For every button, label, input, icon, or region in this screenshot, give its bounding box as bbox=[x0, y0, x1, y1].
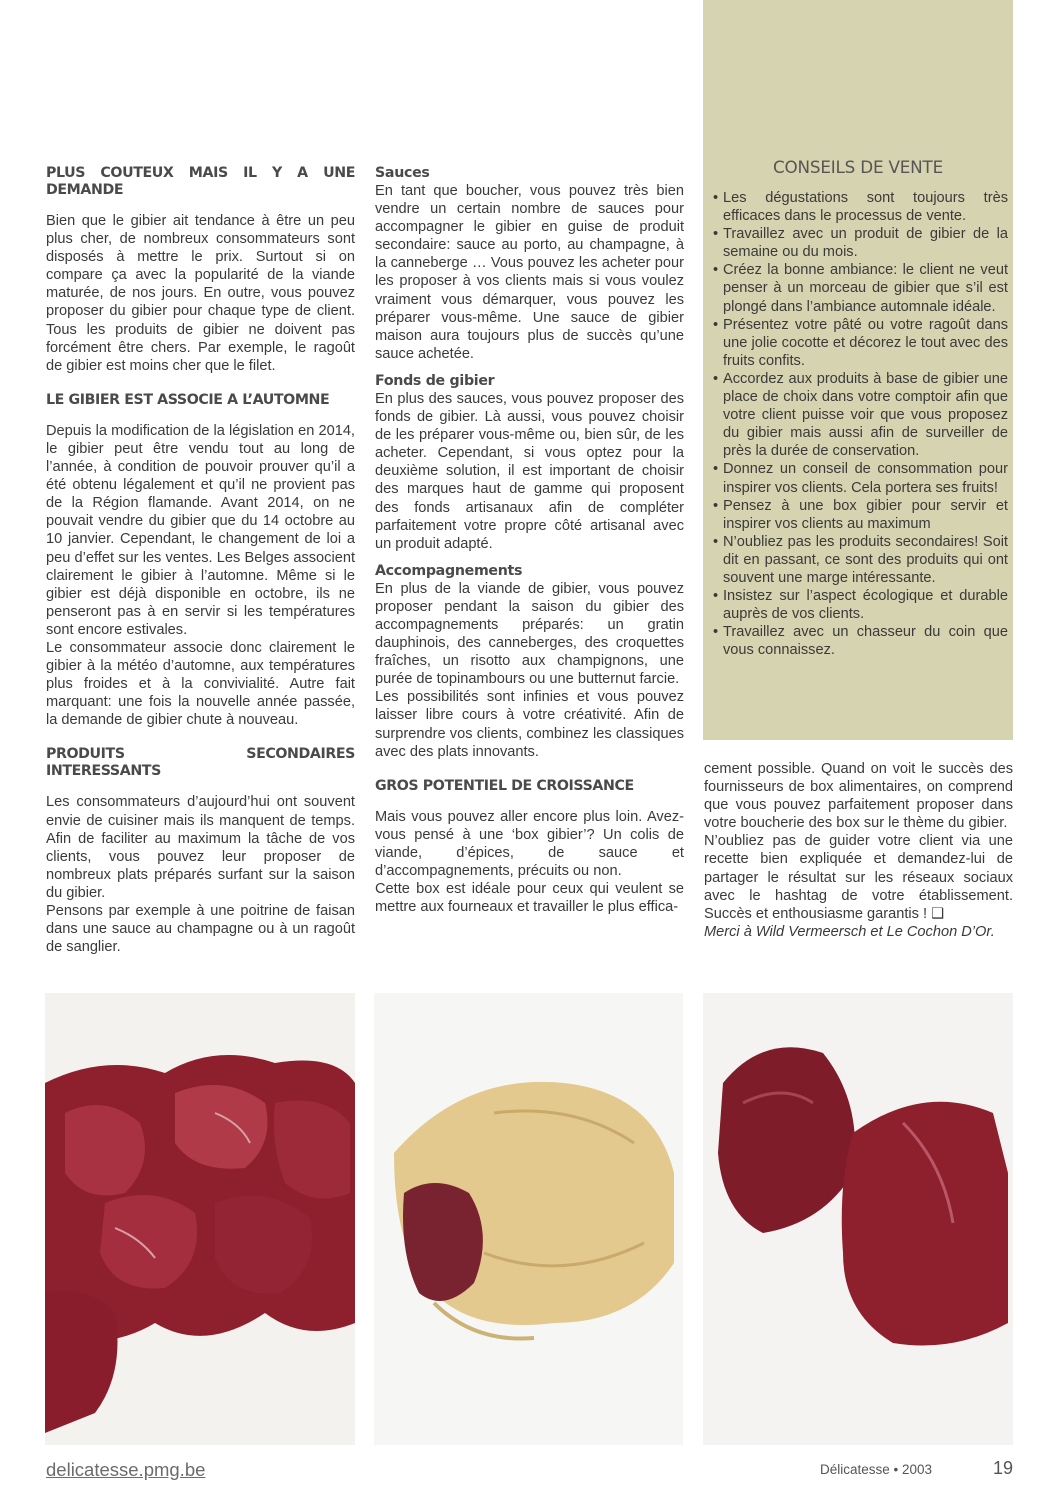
article-column-2 bbox=[375, 165, 684, 916]
paragraph: Les possibilités sont infinies et vous pouvez laisser libre cours à votre créativité. Afin de surprendre vos clients, combinez les classiques avec des plats innovants. bbox=[375, 689, 684, 760]
heading-automne: LE GIBIER EST ASSOCIE A L’AUTOMNE bbox=[46, 391, 330, 408]
paragraph: Mais vous pouvez aller encore plus loin. Avez-vous pensé à une ‘box gibier’? Un colis de viande, d’épices, de sauce et d’accompagnements, précuits ou non. bbox=[375, 808, 684, 879]
paragraph: cement possible. Quand on voit le succès des fournisseurs de box alimentaires, on comprend que vous pouvez parfaitement proposer dans votre boucherie des box sur le thème du gibier. bbox=[704, 761, 1013, 832]
footer-website-link[interactable]: delicatesse.pmg.be bbox=[46, 1459, 206, 1480]
paragraph: Pensons par exemple à une poitrine de faisan dans une sauce au champagne ou à un ragoût de sanglier. bbox=[46, 903, 355, 956]
tips-list bbox=[709, 189, 1008, 659]
paragraph: Le consommateur associe donc clairement le gibier à la météo d’automne, aux températures plus froides et à la convivialité. Autre fait marquant: une fois la nouvelle année passée, la demande de gibier chute à nouveau. bbox=[46, 639, 355, 729]
tip-item: • Donnez un conseil de consommation pour inspirer vos clients. Cela portera ses fruits! bbox=[709, 460, 1008, 496]
heading-plus-couteux: PLUS COUTEUX MAIS IL Y A UNE DEMANDE bbox=[46, 165, 355, 198]
paragraph: En plus des sauces, vous pouvez proposer des fonds de gibier. Là aussi, vous pouvez choisir de les préparer vous-même ou, bien sûr, de les acheter. Cependant, si vous optez pour la deuxième solution, il est important de choisir des marques haut de gamme qui proposent des fonds artisanaux afin de compléter parfaitement votre propre côté artisanal avec un produit adapté. bbox=[375, 390, 684, 552]
subheading-accompagnements: Accompagnements bbox=[375, 562, 523, 579]
paragraph: En plus de la viande de gibier, vous pouvez proposer pendant la saison du gibier des accompagnements préparés: un gratin dauphinois, des canneberges, des croquettes fraîches, un risotto aux champignons, une purée de topinambours ou une butternut farcie. bbox=[375, 580, 684, 688]
sidebar-title: CONSEILS DE VENTE bbox=[773, 157, 943, 177]
heading-croissance: GROS POTENTIEL DE CROISSANCE bbox=[375, 777, 634, 794]
conseils-sidebar bbox=[703, 0, 1013, 740]
paragraph: Cette box est idéale pour ceux qui veulent se mettre aux fourneaux et travailler le plus effica- bbox=[375, 881, 684, 916]
tip-item: • Travaillez avec un produit de gibier de la semaine ou du mois. bbox=[709, 225, 1008, 261]
tip-item: • Pensez à une box gibier pour servir et inspirer vos clients au maximum bbox=[709, 497, 1008, 533]
article-column-1 bbox=[46, 165, 355, 956]
subheading-sauces: Sauces bbox=[375, 165, 430, 181]
page-number: 19 bbox=[993, 1458, 1014, 1478]
footer-publication: Délicatesse • 2003 bbox=[820, 1462, 933, 1477]
paragraph: Les consommateurs d’aujourd’hui ont souvent envie de cuisiner mais ils manquent de temps. Afin de faciliter au maximum la tâche de vos clients, vous pouvez leur proposer de nombreux plats préparés surfant sur la saison du gibier. bbox=[46, 794, 355, 901]
photo-game-stew-cubes bbox=[45, 993, 355, 1445]
photo-game-fillets bbox=[703, 993, 1013, 1445]
tip-item: • Créez la bonne ambiance: le client ne veut penser à un morceau de gibier que s’il est plongé dans l’ambiance automnale idéale. bbox=[709, 261, 1008, 315]
paragraph: En tant que boucher, vous pouvez très bien vendre un certain nombre de sauces pour accompagner le gibier en guise de produit secondaire: sauce au porto, au champagne, à la canneberge … Vous pouvez les acheter pour les proposer à vos clients mais si vous voulez vraiment vous démarquer, vous pouvez les préparer vous-même. Une sauce de gibier maison aura toujours plus de succès qu’une sauce achetée. bbox=[375, 183, 684, 362]
tip-item: • N’oubliez pas les produits secondaires! Soit dit en passant, ce sont des produits qui ont souvent une marge intéressante. bbox=[709, 533, 1008, 587]
photo-game-bird bbox=[374, 993, 683, 1445]
heading-produits-secondaires: PRODUITS SECONDAIRES INTERESSANTS bbox=[46, 746, 355, 780]
tip-item: • Travaillez avec un chasseur du coin que vous connaissez. bbox=[709, 623, 1008, 659]
tip-item: • Insistez sur l’aspect écologique et durable auprès de vos clients. bbox=[709, 587, 1008, 623]
tip-item: • Les dégustations sont toujours très efficaces dans le processus de vente. bbox=[709, 189, 1008, 225]
paragraph: Depuis la modification de la législation en 2014, le gibier peut être vendu tout au long de l’année, à condition de pouvoir prouver qu’il a été obtenu légalement et qu’il ne provient pas de la Région flamande. Avant 2014, on ne pouvait vendre du gibier que du 14 octobre au 10 janvier. Cependant, le changement de loi a peu d’effet sur les ventes. Les Belges associent clairement le gibier à l’automne. Même si le gibier est déjà disponible en octobre, ils ne penseront pas à en servir si les températures sont encore estivales. bbox=[46, 422, 355, 638]
paragraph: N’oubliez pas de guider votre client via une recette bien expliquée et demandez-lui de partager le résultat sur les réseaux sociaux avec le hashtag de votre établissement. Succès et enthousiasme garantis ! ❑ bbox=[704, 833, 1013, 922]
credits: Merci à Wild Vermeersch et Le Cochon D’Or. bbox=[704, 923, 995, 940]
subheading-fonds: Fonds de gibier bbox=[375, 372, 495, 389]
tip-item: • Présentez votre pâté ou votre ragoût dans une jolie cocotte et décorez le tout avec des fruits confits. bbox=[709, 316, 1008, 370]
paragraph: Bien que le gibier ait tendance à être un peu plus cher, de nombreux consommateurs sont disposés à mettre le prix. Surtout si on compare ça avec la popularité de la viande maturée, de nos jours. En outre, vous pouvez proposer du gibier pour chaque type de client. Tous les produits de gibier ne doivent pas forcément être chers. Par exemple, le ragoût de gibier est moins cher que le filet. bbox=[46, 213, 355, 374]
article-column-3 bbox=[704, 760, 1013, 941]
tip-item: • Accordez aux produits à base de gibier une place de choix dans votre comptoir afin que votre client puisse voir que vous proposez du gibier mais aussi afin de surveiller de près la durée de conservation. bbox=[709, 370, 1008, 460]
